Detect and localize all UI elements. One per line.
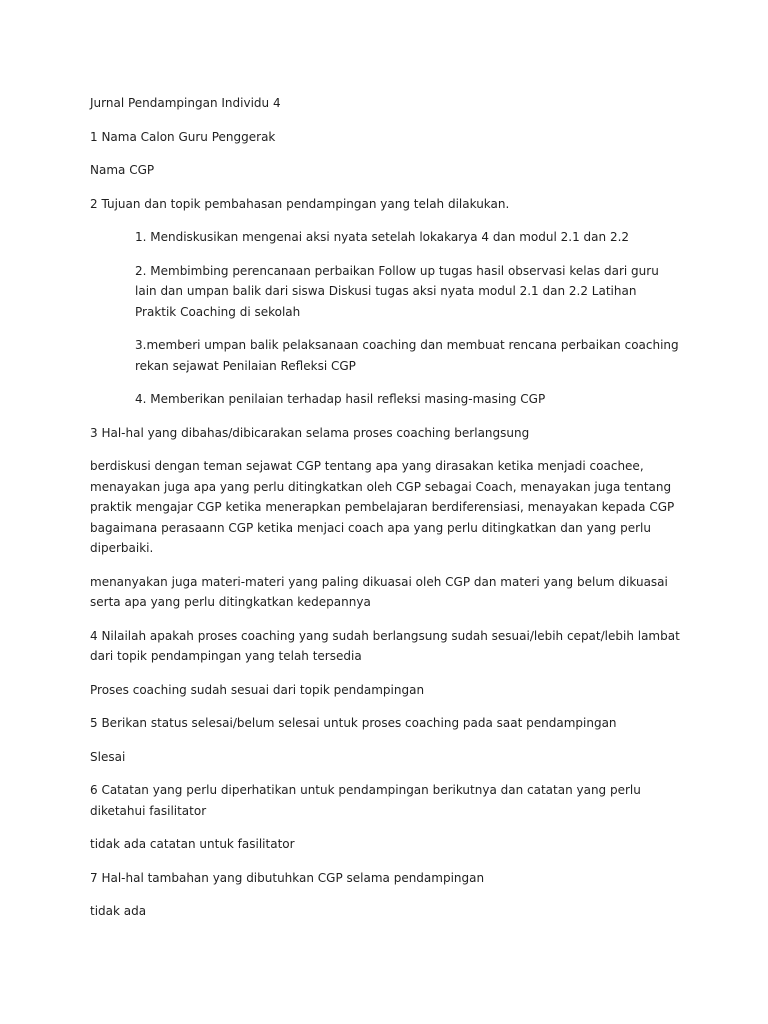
question-4: 4 Nilailah apakah proses coaching yang sudah berlangsung sudah sesuai/lebih cepat/lebih lambat dari topik pendampingan yang telah tersedia — [90, 628, 680, 663]
document-title: Jurnal Pendampingan Individu 4 — [90, 96, 281, 110]
list-item: 4. Memberikan penilaian terhadap hasil refleksi masing-masing CGP — [135, 392, 546, 406]
answer-4: Proses coaching sudah sesuai dari topik pendampingan — [90, 682, 425, 697]
list-item: 3.memberi umpan balik pelaksanaan coaching dan membuat rencana perbaikan coaching rekan sejawat Penilaian Refleksi CGP — [135, 338, 679, 373]
answer-5: Slesai — [90, 749, 126, 764]
question-7: 7 Hal-hal tambahan yang dibutuhkan CGP selama pendampingan — [90, 870, 485, 885]
answer-3-paragraph-1: berdiskusi dengan teman sejawat CGP tentang apa yang dirasakan ketika menjadi coachee, menayakan juga apa yang perlu ditingkatkan oleh CGP sebagai Coach, menayakan juga tentang praktik mengajar CGP ketika menerapkan pembelajaran berdiferensiasi, menayakan kepada CGP bagaimana perasaann CGP ketika menjaci coach apa yang perlu ditingkatkan dan yang perlu diperbaiki. — [90, 459, 675, 555]
answer-6: tidak ada catatan untuk fasilitator — [90, 837, 295, 851]
answer-3-paragraph-2: menanyakan juga materi-materi yang paling dikuasai oleh CGP dan materi yang belum dikuasai serta apa yang perlu ditingkatkan kedepannya — [90, 574, 668, 609]
answer-1: Nama CGP — [90, 163, 155, 177]
document-body — [90, 93, 680, 935]
list-item: 2. Membimbing perencanaan perbaikan Follow up tugas hasil observasi kelas dari guru lain dan umpan balik dari siswa Diskusi tugas aksi nyata modul 2.1 dan 2.2 Latihan Praktik Coaching di sekolah — [135, 263, 659, 319]
list-item: 1. Mendiskusikan mengenai aksi nyata setelah lokakarya 4 dan modul 2.1 dan 2.2 — [135, 230, 630, 244]
question-6: 6 Catatan yang perlu diperhatikan untuk pendampingan berikutnya dan catatan yang perlu diketahui fasilitator — [90, 783, 641, 818]
question-5: 5 Berikan status selesai/belum selesai untuk proses coaching pada saat pendampingan — [90, 716, 617, 730]
question-1: 1 Nama Calon Guru Penggerak — [90, 129, 276, 144]
answer-7: tidak ada — [90, 904, 147, 918]
question-2: 2 Tujuan dan topik pembahasan pendampingan yang telah dilakukan. — [90, 196, 510, 211]
question-3: 3 Hal-hal yang dibahas/dibicarakan selama proses coaching berlangsung — [90, 425, 530, 440]
